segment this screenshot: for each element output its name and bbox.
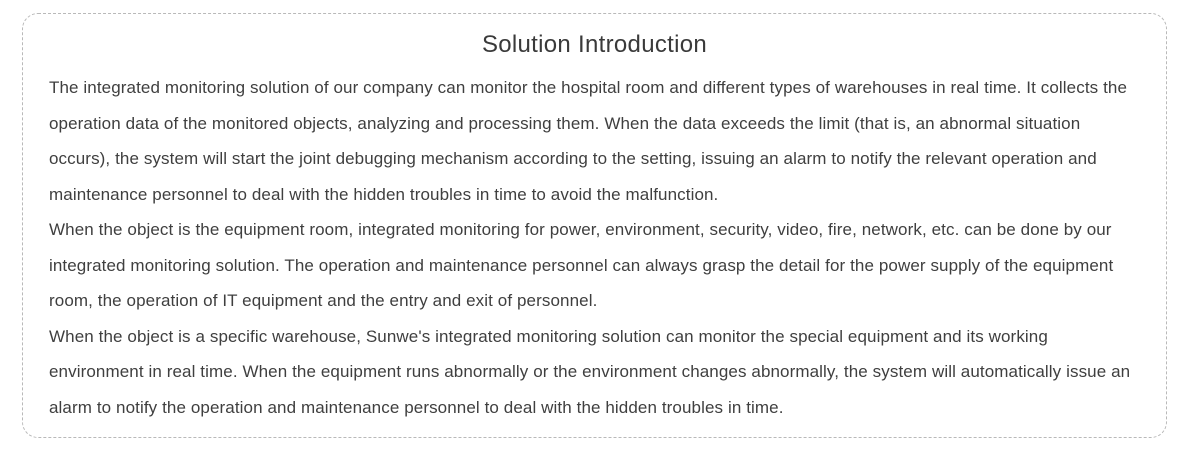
introduction-body [49, 70, 1140, 425]
solution-introduction-panel [22, 13, 1167, 438]
paragraph-equipment-room: When the object is the equipment room, integrated monitoring for power, environment, security, video, fire, network, etc. can be done by our integrated monitoring solution. The operation and maintenance personnel can always grasp the detail for the power supply of the equipment room, the operation of IT equipment and the entry and exit of personnel. [49, 220, 1114, 310]
paragraph-overview: The integrated monitoring solution of our company can monitor the hospital room and different types of warehouses in real time. It collects the operation data of the monitored objects, analyzing and processing them. When the data exceeds the limit (that is, an abnormal situation occurs), the system will start the joint debugging mechanism according to the setting, issuing an alarm to notify the relevant operation and maintenance personnel to deal with the hidden troubles in time to avoid the malfunction. [49, 78, 1128, 204]
paragraph-specific-warehouse: When the object is a specific warehouse, Sunwe's integrated monitoring solution can monitor the special equipment and its working environment in real time. When the equipment runs abnormally or the environment changes abnormally, the system will automatically issue an alarm to notify the operation and maintenance personnel to deal with the hidden troubles in time. [49, 326, 1131, 417]
page-title: Solution Introduction [481, 31, 708, 58]
